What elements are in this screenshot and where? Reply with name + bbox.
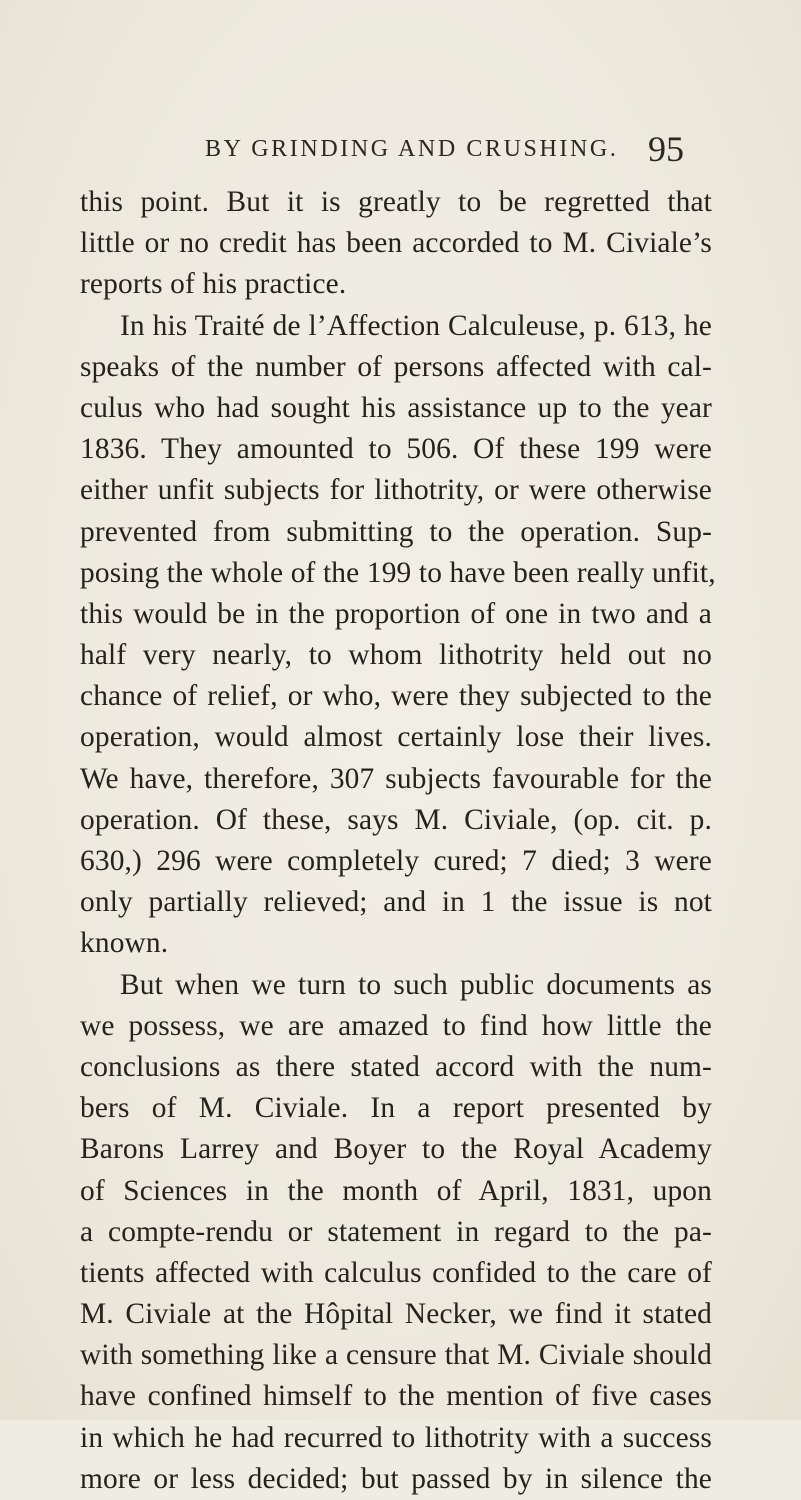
running-header [0, 129, 801, 176]
text-line: operation, would almost certainly lose their lives. [80, 721, 712, 754]
text-line: a compte-rendu or statement in regard to the pa- [80, 1215, 712, 1248]
text-line: with something like a censure that M. Civiale should [80, 1339, 712, 1372]
text-line: conclusions as there stated accord with the num- [80, 1050, 712, 1083]
text-line: more or less decided; but passed by in silence the [80, 1462, 712, 1495]
text-line: chance of relief, or who, were they subjected to the [80, 680, 712, 713]
text-line: 1836. They amounted to 506. Of these 199 were [80, 433, 712, 466]
text-line: culus who had sought his assistance up to the year [80, 391, 712, 424]
text-line: either unfit subjects for lithotrity, or were otherwise [80, 474, 712, 507]
text-line: 630,) 296 were completely cured; 7 died; 3 were [80, 845, 712, 877]
text-line: have confined himself to the mention of five cases [80, 1380, 712, 1413]
text-line: bers of M. Civiale. In a report presented by [80, 1092, 712, 1125]
text-line: reports of his practice. [80, 268, 347, 301]
body-text [80, 182, 716, 1500]
text-line: Barons Larrey and Boyer to the Royal Academy [80, 1133, 712, 1166]
text-line: in which he had recurred to lithotrity with a success [80, 1421, 712, 1454]
text-line: little or no credit has been accorded to M. Civiale’s [80, 227, 712, 260]
text-line: prevented from submitting to the operation. Sup- [80, 515, 712, 548]
text-line: M. Civiale at the Hôpital Necker, we find it stated [80, 1298, 712, 1331]
text-line: In his Traité de l’Affection Calculeuse, p. 613, he [120, 309, 712, 342]
text-line: posing the whole of the 199 to have been really unfit, [80, 556, 716, 589]
text-line: We have, therefore, 307 subjects favourable for the [80, 762, 712, 795]
text-line: known. [80, 927, 169, 960]
text-line: But when we turn to such public documents as [120, 968, 712, 1001]
text-line: half very nearly, to whom lithotrity held out no [80, 639, 712, 672]
text-line: speaks of the number of persons affected with cal- [80, 350, 712, 383]
running-title: BY GRINDING AND CRUSHING. [205, 136, 619, 162]
text-line: this would be in the proportion of one in two and a [80, 597, 712, 630]
text-line: only partially relieved; and in 1 the issue is not [80, 886, 712, 919]
text-line: tients affected with calculus confided to the care of [80, 1256, 712, 1289]
text-line: operation. Of these, says M. Civiale, (op. cit. p. [80, 803, 712, 836]
text-line: of Sciences in the month of April, 1831, upon [80, 1174, 712, 1207]
text-line: this point. But it is greatly to be regretted that [80, 186, 712, 218]
page-number: 95 [648, 129, 684, 169]
text-line: we possess, we are amazed to find how little the [80, 1009, 712, 1042]
